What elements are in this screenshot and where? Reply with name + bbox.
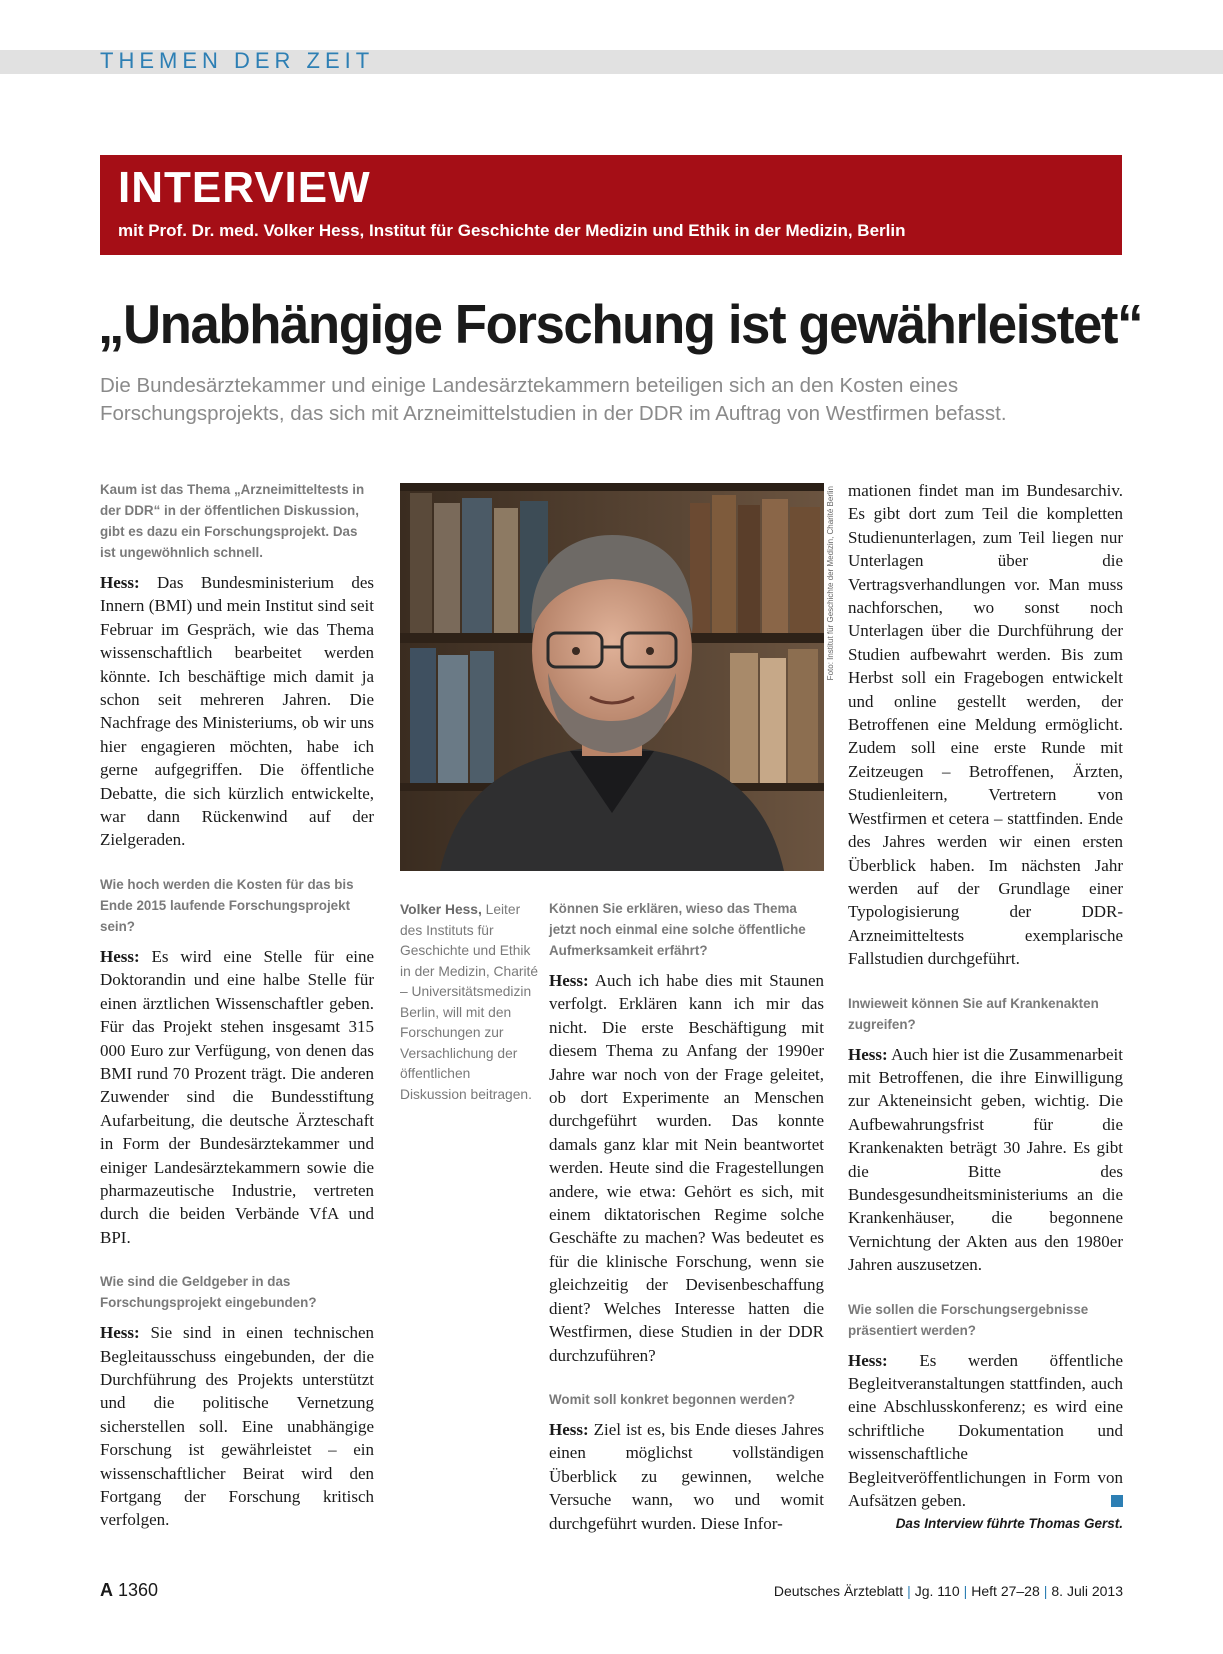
- answer-text: Auch hier ist die Zusammenarbeit mit Betroffenen, die ihre Einwilligung zur Akteneinsicht geben, wichtig. Die Aufbewahrungsfrist für die Krankenakten beträgt 30 Jahre. Es gibt die Bitte des Bundesgesundheitsministeriums an die Krankenhäuser, die begonnene Vernichtung der Akten aus den 1980er Jahren auszusetzen.: [848, 1044, 1123, 1275]
- question: Womit soll konkret begonnen werden?: [549, 1391, 796, 1407]
- speaker-label: Hess:: [549, 971, 589, 990]
- caption-name: Volker Hess,: [400, 902, 482, 917]
- journal-footer: [774, 1583, 1123, 1599]
- question: Wie sind die Geldgeber in das Forschungsprojekt eingebunden?: [100, 1274, 317, 1311]
- column-1: [100, 479, 374, 1554]
- portrait-photo: [400, 483, 824, 871]
- journal-name: Deutsches Ärzteblatt: [773, 1583, 904, 1599]
- column-4: [848, 479, 1123, 1531]
- end-mark-icon: [1111, 1495, 1123, 1507]
- answer: [549, 969, 824, 1367]
- answer-text: mationen findet man im Bundesarchiv. Es gibt dort zum Teil die kompletten Studienunterlagen, zum Teil liegen nur Unterlagen über die Vertragsverhandlungen vor. Man muss nachforschen, wo sonst noch Unterlagen über die Durchführung der Studien aufbewahrt werden. Bis zum Herbst soll ein Fragebogen entwickelt und online gestellt werden, der Betroffenen eine Meldung ermöglicht. Zudem soll eine erste Runde mit Zeitzeugen – Betroffenen, Ärzten, Studienleitern, Vertretern von Westfirmen et cetera – stattfinden. Ende des Jahres werden wir einen ersten Überblick haben. Im nächsten Jahr werden auf der Grundlage einer Typologisierung der DDR-Arzneimitteltests exemplarische Fallstudien durchgeführt.: [848, 481, 1123, 969]
- portrait-illustration: [400, 483, 824, 871]
- answer: [848, 1349, 1123, 1513]
- speaker-label: Hess:: [100, 946, 140, 966]
- speaker-label: Hess:: [848, 1350, 888, 1370]
- separator: |: [1043, 1583, 1048, 1599]
- photo-caption: [400, 900, 540, 1105]
- answer: [100, 945, 374, 1249]
- speaker-label: Hess:: [100, 573, 140, 592]
- journal-issue: Heft 27–28: [971, 1583, 1040, 1599]
- page-prefix: A: [100, 1580, 113, 1600]
- answer: [848, 1043, 1123, 1277]
- answer: [549, 1418, 824, 1535]
- answer-text: Es wird eine Stelle für eine Doktorandin und eine halbe Stelle für einen ärztlichen Wissenschaftler geben. Für das Projekt stehen insgesamt 315 000 Euro zur Verfügung, von denen das BMI rund 70 Prozent trägt. Die anderen Zuwender sind die Bundesstiftung Aufarbeitung, die deutsche Ärzteschaft in Form der Bundesärztekammer und einiger Landesärztekammern sowie die pharmazeutische Industrie, vertreten durch die beiden Verbände VfA und BPI.: [100, 946, 375, 1247]
- separator: |: [963, 1583, 968, 1599]
- speaker-label: Hess:: [848, 1044, 888, 1064]
- question: Wie hoch werden die Kosten für das bis Ende 2015 laufende Forschungsprojekt sein?: [100, 876, 354, 934]
- answer: [100, 1321, 374, 1532]
- speaker-label: Hess:: [100, 1323, 140, 1343]
- question: Können Sie erklären, wieso das Thema jetzt noch einmal eine solche öffentliche Aufmerksamkeit erfährt?: [549, 901, 806, 958]
- section-label: THEMEN DER ZEIT: [100, 48, 375, 73]
- answer-text: Ziel ist es, bis Ende dieses Jahres einen möglichst vollständigen Überblick zu gewinnen, welche Versuche wann, wo und womit durchgeführt wurden. Diese Infor-: [549, 1419, 824, 1533]
- speaker-label: Hess:: [549, 1419, 589, 1439]
- interviewer-credit: Das Interview führte Thomas Gerst.: [895, 1516, 1123, 1532]
- answer-text: Es werden öffentliche Begleitveranstaltungen stattfinden, auch eine Abschlusskonferenz; es wird eine schriftliche Dokumentation und wissenschaftliche Begleitveröffentlichungen in Form von Aufsätzen geben.: [848, 1350, 1123, 1511]
- separator: |: [907, 1583, 911, 1599]
- standfirst: Die Bundesärztekammer und einige Landesärztekammern beteiligen sich an den Kosten eines Forschungsprojekts, das sich mit Arzneimittelstudien in der DDR im Auftrag von Westfirmen befasst.: [100, 374, 1007, 425]
- interview-banner: [100, 155, 1122, 255]
- page-number: [100, 1580, 158, 1601]
- question: Wie sollen die Forschungsergebnisse präsentiert werden?: [848, 1301, 1089, 1338]
- question: Kaum ist das Thema „Arzneimitteltests in der DDR“ in der öffentlichen Diskussion, gibt es dazu ein Forschungsprojekt. Das ist ungewöhnlich schnell.: [100, 482, 365, 560]
- caption-text: Leiter des Instituts für Geschichte und Ethik in der Medizin, Charité – Universitätsmedizin Berlin, will mit den Forschungen zur Versachlichung der öffentlichen Diskussion beitragen.: [400, 902, 539, 1102]
- photo-credit: Foto: Institut für Geschichte der Medizin, Charité Berlin: [826, 486, 835, 681]
- headline: „Unabhängige Forschung ist gewährleistet“: [98, 293, 1143, 355]
- page-number-value: 1360: [118, 1580, 159, 1600]
- banner-subtitle: mit Prof. Dr. med. Volker Hess, Institut für Geschichte der Medizin und Ethik in der Medizin, Berlin: [118, 221, 906, 240]
- journal-date: 8. Juli 2013: [1051, 1583, 1123, 1599]
- answer-text: Auch ich habe dies mit Staunen verfolgt. Erklären kann ich mir das nicht. Die erste Beschäftigung mit diesem Thema zu Anfang der 1990er Jahre war noch von der Frage geleitet, ob dort Experimente an Menschen durchgeführt wurden. Das konnte damals ganz klar mit Nein beantwortet werden. Heute sind die Fragestellungen andere, wie etwa: Gehört es sich, mit einem diktatorischen Regime solche Geschäfte zu machen? Was bedeutet es für die klinische Forschung, wenn sie gleichzeitig der Devisenbeschaffung dient? Welches Interesse hatten die Westfirmen, diese Studien in der DDR durchzuführen?: [549, 971, 824, 1365]
- banner-title: INTERVIEW: [118, 163, 371, 212]
- answer: [100, 571, 374, 852]
- answer-text: Das Bundesministerium des Innern (BMI) und mein Institut sind seit Februar im Gespräch, wie das Thema wissenschaftlich bearbeitet werden könnte. Ich beschäftige mich damit ja schon seit mehreren Jahren. Die Nachfrage des Ministeriums, ob wir uns hier engagieren möchten, habe ich gerne aufgegriffen. Die öffentliche Debatte, die sich kürzlich entwickelte, war dann Rückenwind auf der Zielgeraden.: [100, 573, 374, 850]
- answer-continuation: [848, 479, 1123, 1531]
- journal-volume: Jg. 110: [914, 1583, 960, 1599]
- question: Inwieweit können Sie auf Krankenakten zugreifen?: [848, 995, 1099, 1032]
- answer-text: Sie sind in einen technischen Begleitausschuss eingebunden, der die Durchführung des Projekts unterstützt und die politische Vernetzung sicherstellen soll. Eine unabhängige Forschung ist gewährleistet – ein wissenschaftlicher Beirat wird den Fortgang der Forschung kritisch verfolgen.: [100, 1323, 374, 1530]
- column-3: [549, 898, 824, 1535]
